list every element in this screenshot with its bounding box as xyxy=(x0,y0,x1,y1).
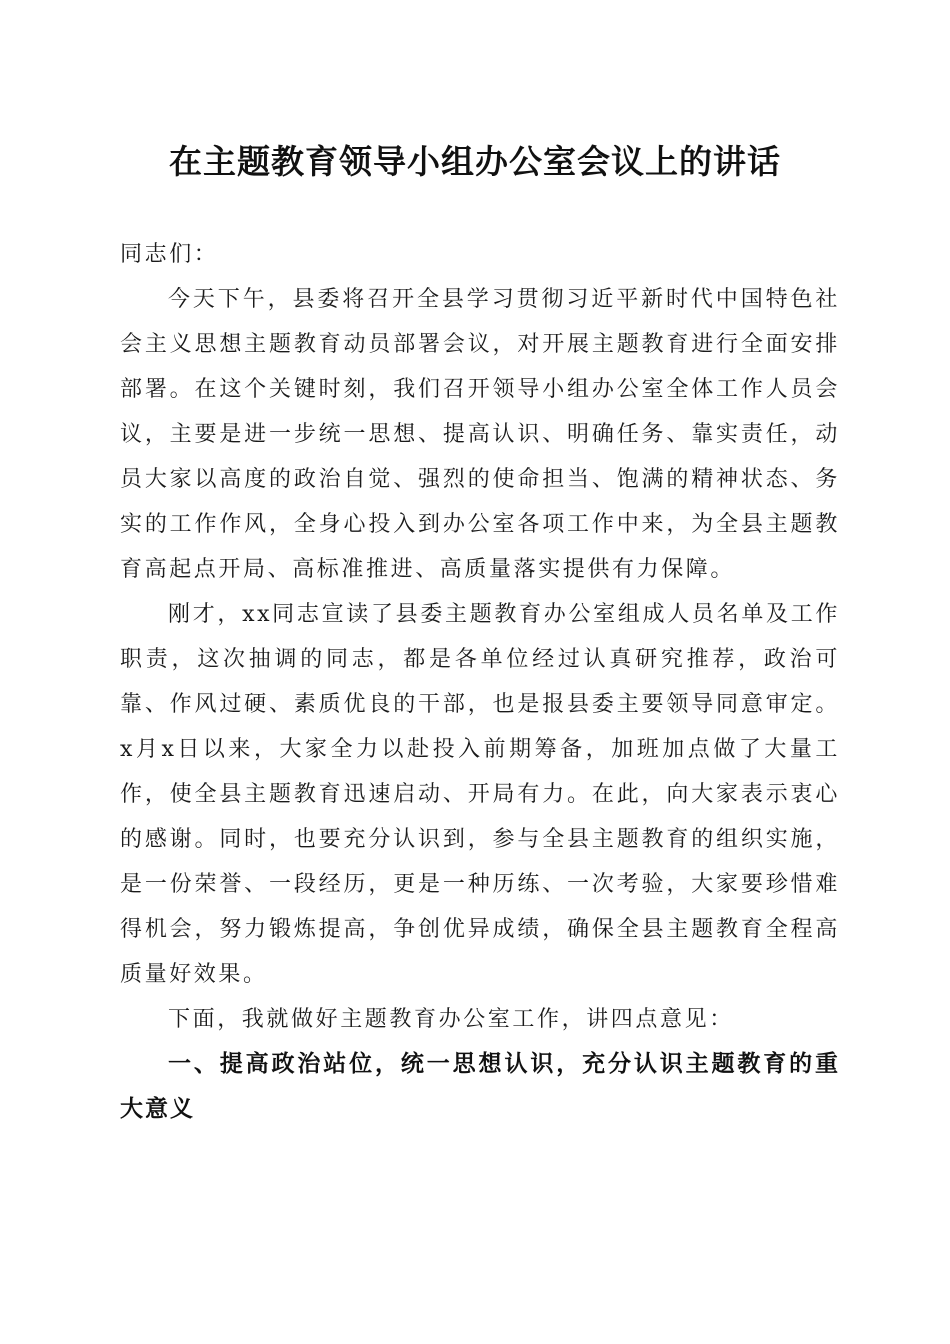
salutation: 同志们： xyxy=(120,242,219,267)
document-title: 在主题教育领导小组办公室会议上的讲话 xyxy=(169,142,781,181)
paragraph-transition: 下面，我就做好主题教育办公室工作，讲四点意见： xyxy=(168,1007,734,1032)
document-body xyxy=(120,232,840,1132)
paragraph-acknowledgement: 刚才，xx同志宣读了县委主题教育办公室组成人员名单及工作职责，这次抽调的同志，都是各单位经过认真研究推荐，政治可靠、作风过硬、素质优良的干部，也是报县委主要领导同意审定。x月x日以来，大家全力以赴投入前期筹备，加班加点做了大量工作，使全县主题教育迅速启动、开局有力。在此，向大家表示衷心的感谢。同时，也要充分认识到，参与全县主题教育的组织实施，是一份荣誉、一段经历，更是一种历练、一次考验，大家要珍惜难得机会，努力锻炼提高，争创优异成绩，确保全县主题教育全程高质量好效果。 xyxy=(120,602,840,987)
paragraph-opening: 今天下午，县委将召开全县学习贯彻习近平新时代中国特色社会主义思想主题教育动员部署会议，对开展主题教育进行全面安排部署。在这个关键时刻，我们召开领导小组办公室全体工作人员会议，主要是进一步统一思想、提高认识、明确任务、靠实责任，动员大家以高度的政治自觉、强烈的使命担当、饱满的精神状态、务实的工作作风，全身心投入到办公室各项工作中来，为全县主题教育高起点开局、高标准推进、高质量落实提供有力保障。 xyxy=(120,287,840,582)
section-heading-1: 一、提高政治站位，统一思想认识，充分认识主题教育的重大意义 xyxy=(120,1051,840,1122)
